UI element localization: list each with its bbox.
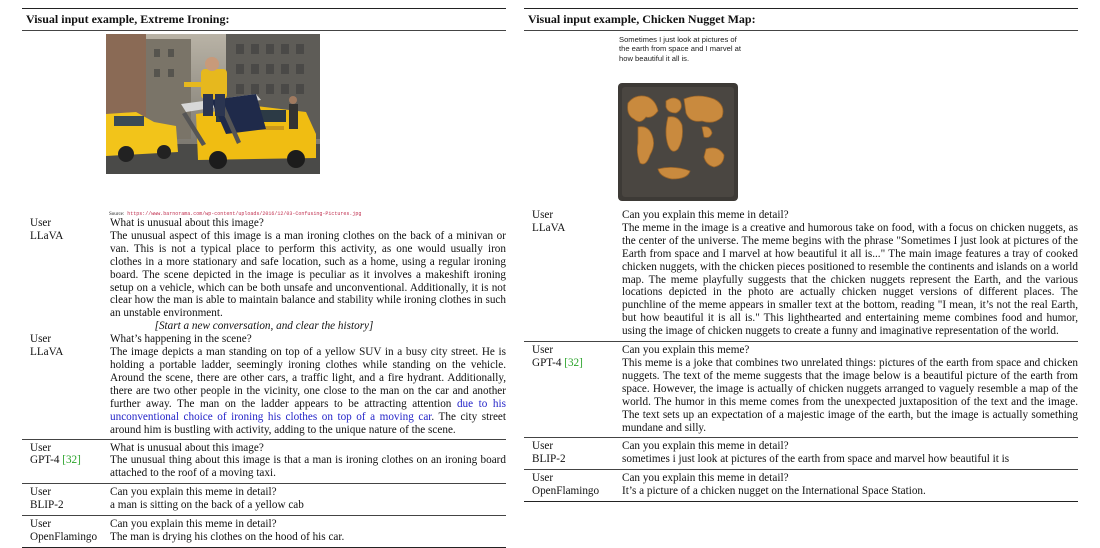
model-answer: The unusual aspect of this image is a man ironing clothes on the back of a minivan or van. This is not a typical place to perform this activity, as one would usually iron clothes in a more stationary and safe location, such as a home, using a regular ironing board. The scene depicted in the image is peculiar as it involves a makeshift ironing setup on a vehicle, which can be both unsafe and unconventional. Additionally, it is not clear how the man is able to maintain balance and stability while ironing clothes in such an unstable environment. — [110, 229, 506, 320]
source-url[interactable]: https://www.barnorama.com/wp-content/uploads/2016/12/03-Confusing-Pictures.jpg — [127, 211, 362, 217]
panel-title: Visual input example, Extreme Ironing: — [26, 12, 230, 26]
conversation-block-blip2 — [524, 438, 1078, 469]
speaker-model: BLIP-2 — [532, 453, 566, 466]
user-question: Can you explain this meme? — [622, 344, 750, 357]
highlighted-answer: due to his unconventional choice of ironing his clothes on top of a moving car — [110, 397, 506, 423]
image-area — [524, 31, 1078, 207]
extreme-ironing-panel — [22, 8, 506, 548]
model-answer: It’s a picture of a chicken nugget on the International Space Station. — [622, 485, 926, 498]
speaker-user: User — [532, 209, 554, 221]
conversation-block-llava-2 — [22, 320, 506, 436]
chicken-nugget-map-photo — [618, 83, 738, 201]
model-answer: The man is drying his clothes on the hood of his car. — [110, 530, 345, 543]
speaker-model: OpenFlamingo — [532, 485, 600, 498]
speaker-model: LLaVA — [30, 229, 64, 242]
bottom-rule — [524, 501, 1078, 502]
speaker-user: User — [532, 472, 554, 485]
user-question: Can you explain this meme in detail? — [622, 209, 789, 221]
model-answer: The unusual thing about this image is that a man is ironing clothes on an ironing board attached to the roof of a moving taxi. — [110, 454, 506, 480]
model-answer: The image depicts a man standing on top of a yellow SUV in a busy city street. He is holding a portable ladder, seemingly ironing clothes while standing on the vehicle. Around the scene, there are other cars, a traffic light, and a fire hydrant. Additionally, there are two other people in the vicinity, one close to the man on the car and another further away. The man on the ladder appears to be attracting attention due to his unconventional choice of ironing his clothes on top of a moving car. The city street around him is bustling with activity, adding to the unique nature of the scene. — [110, 346, 506, 436]
speaker-model: GPT-4 — [532, 356, 562, 369]
speaker-user: User — [532, 440, 554, 453]
meme-caption: Sometimes I just look at pictures of the earth from space and I marvel at how beautiful it all is. — [619, 35, 741, 63]
citation-link[interactable]: [32] — [564, 356, 583, 369]
model-answer: The meme in the image is a creative and humorous take on food, with a focus on chicken nuggets, as the center of the universe. The meme begins with the phrase "Sometimes I just look at pictures of the Earth from space and I marvel at how beautiful it all is..." The main image features a tray of cooked chicken nuggets, with the chicken pieces positioned to resemble the continents and islands on a world map. The meme playfully suggests that the chicken nuggets represent the Earth, and the various locations depicted in the photo are actually chicken nugget versions of different places. The punchline of the meme appears in smaller text at the bottom, reading "I mean, it’s not the real Earth, but how beautiful it is all is." This lighthearted and entertaining meme combines food and humor, using the image of chicken nuggets to create a funny and imaginative representation of the world. — [622, 221, 1078, 338]
speaker-user: User — [30, 518, 52, 531]
model-answer: a man is sitting on the back of a yellow cab — [110, 499, 304, 512]
conversation-block-llava — [524, 207, 1078, 341]
speaker-user: User — [30, 441, 52, 454]
speaker-model: LLaVA — [532, 221, 566, 234]
conversation-block-blip2 — [22, 484, 506, 515]
user-question: What’s happening in the scene? — [110, 333, 252, 346]
speaker-model: LLaVA — [30, 346, 64, 359]
conversation-block-gpt4 — [22, 440, 506, 484]
speaker-user: User — [30, 333, 52, 346]
speaker-model: OpenFlamingo — [30, 530, 98, 543]
user-question: Can you explain this meme in detail? — [622, 472, 789, 485]
conversation-block-llava-1 — [22, 217, 506, 320]
model-answer: sometimes i just look at pictures of the earth from space and marvel how beautiful it is — [622, 453, 1010, 466]
conversation-block-openflamingo — [22, 516, 506, 547]
conversation-block-openflamingo — [524, 470, 1078, 501]
user-question: Can you explain this meme in detail? — [110, 486, 277, 499]
image-source: Source: https://www.barnorama.com/wp-content/uploads/2016/12/03-Confusing-Pictures.jpg — [109, 211, 362, 217]
speaker-user: User — [30, 217, 52, 229]
user-question: What is unusual about this image? — [110, 441, 264, 454]
panel-title: Visual input example, Chicken Nugget Map: — [528, 12, 756, 26]
speaker-model: GPT-4 — [30, 454, 60, 467]
speaker-model: BLIP-2 — [30, 499, 64, 512]
history-note: [Start a new conversation, and clear the history] — [154, 320, 374, 333]
speaker-user: User — [532, 344, 554, 357]
user-question: Can you explain this meme in detail? — [110, 518, 277, 531]
conversation-block-gpt4 — [524, 342, 1078, 437]
model-answer: This meme is a joke that combines two unrelated things: pictures of the earth from space and chicken nuggets. The text of the meme suggests that the image below is a beautiful picture of the earth from space. However, the image is actually of chicken nuggets arranged to vaguely resemble a map of the world. The humor in this meme comes from the unexpected juxtaposition of the text and the image. The text sets up an expectation of a majestic image of the earth, but the image is actually something mundane and silly. — [622, 356, 1078, 434]
speaker-user: User — [30, 486, 52, 499]
chicken-nugget-panel — [524, 8, 1078, 502]
extreme-ironing-photo — [106, 34, 320, 174]
image-area — [22, 31, 506, 217]
citation-link[interactable]: [32] — [62, 454, 81, 467]
user-question: What is unusual about this image? — [110, 217, 264, 229]
user-question: Can you explain this meme in detail? — [622, 440, 789, 453]
